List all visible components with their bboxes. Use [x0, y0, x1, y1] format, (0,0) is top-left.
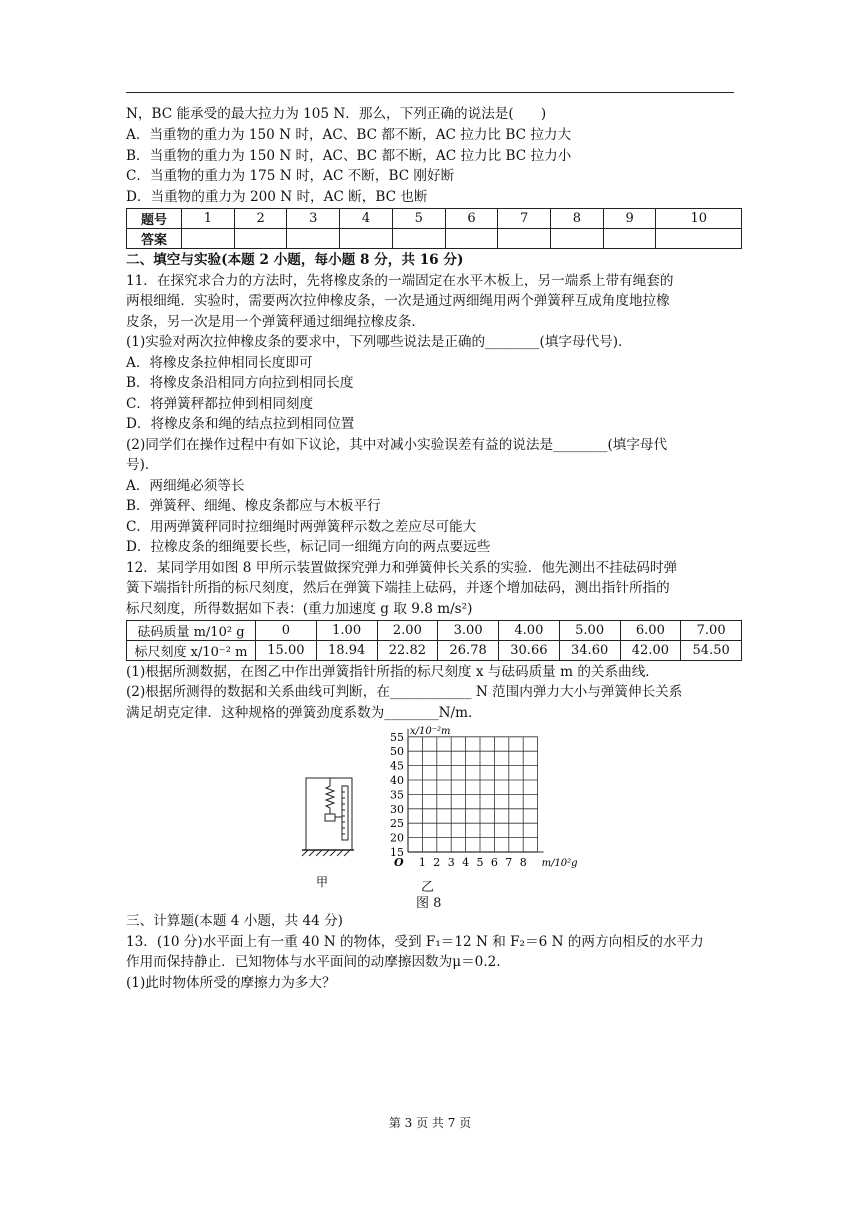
scale-cell: 42.00 [620, 641, 681, 661]
scale-cell: 26.78 [438, 641, 499, 661]
q10-option-a: A．当重物的重力为 150 N 时，AC、BC 都不断，AC 拉力比 BC 拉力大 [126, 127, 572, 143]
page-footer: 第 3 页 共 7 页 [388, 1116, 472, 1130]
y-tick-label: 20 [390, 831, 404, 845]
q10-option-b: B．当重物的重力为 150 N 时，AC、BC 都不断，AC 拉力比 BC 拉力小 [126, 148, 572, 164]
answer-table-number: 6 [445, 209, 498, 229]
mass-cell: 1.00 [316, 621, 377, 641]
weight-block [325, 814, 335, 821]
x-tick-label: 8 [519, 856, 527, 869]
answer-cell[interactable] [445, 229, 498, 249]
answer-table-number: 3 [287, 209, 340, 229]
y-tick-label: 25 [390, 817, 404, 831]
mass-cell: 0 [256, 621, 317, 641]
q13-line-1: 13．(10 分)水平面上有一重 40 N 的物体，受到 F₁＝12 N 和 F₂＝6 N 的两方向相反的水平力 [126, 934, 704, 950]
q11-part-2-option-a: A．两细绳必须等长 [126, 478, 245, 494]
mass-cell: 2.00 [377, 621, 438, 641]
scale-cell: 22.82 [377, 641, 438, 661]
x-tick-label: 1 [418, 856, 426, 869]
q13-line-2: 作用而保持静止．已知物体与水平面间的动摩擦因数为μ＝0.2. [126, 954, 501, 970]
q12-part-2-line-2: 满足胡克定律．这种规格的弹簧劲度系数为________N/m. [126, 705, 473, 721]
answer-table-number: 9 [603, 209, 656, 229]
section-3-title: 三、计算题(本题 4 小题，共 44 分) [126, 913, 343, 929]
q11-line-1: 11．在探究求合力的方法时，先将橡皮条的一端固定在水平木板上，另一端系上带有绳套的 [126, 273, 674, 289]
mass-cell: 4.00 [499, 621, 560, 641]
answer-cell[interactable] [287, 229, 340, 249]
x-tick-label: 3 [447, 856, 455, 869]
graph-grid [390, 726, 578, 869]
q12-line-3: 标尺刻度，所得数据如下表：(重力加速度 g 取 9.8 m/s²) [126, 601, 473, 617]
y-tick-label: 30 [390, 802, 404, 816]
q11-part-2-option-d: D．拉橡皮条的细绳要长些，标记同一细绳方向的两点要远些 [126, 539, 491, 555]
answer-table [126, 208, 742, 249]
answer-table-number: 5 [392, 209, 445, 229]
q12-line-2: 簧下端指针所指的标尺刻度，然后在弹簧下端挂上砝码，并逐个增加砝码，测出指针所指的 [126, 580, 670, 596]
q10-option-c: C．当重物的重力为 175 N 时，AC 不断，BC 刚好断 [126, 168, 455, 184]
origin-label: O [394, 856, 404, 869]
q12-line-1: 12．某同学用如图 8 甲所示装置做探究弹力和弹簧伸长关系的实验．他先测出不挂砝码时弹 [126, 560, 678, 576]
q11-part-1-option-d: D．将橡皮条和绳的结点拉到相同位置 [126, 416, 355, 432]
answer-table-number-header: 题号 [127, 209, 182, 229]
answer-cell[interactable] [392, 229, 445, 249]
q11-line-2: 两根细绳．实验时，需要两次拉伸橡皮条，一次是通过两细绳用两个弹簧秤互成角度地拉橡 [126, 293, 670, 309]
q11-line-3: 皮条，另一次是用一个弹簧秤通过细绳拉橡皮条． [126, 314, 426, 330]
answer-table-number: 8 [551, 209, 604, 229]
spring-apparatus-diagram [302, 778, 354, 856]
spring-data-table [126, 620, 742, 661]
answer-cell[interactable] [656, 229, 742, 249]
q10-option-d: D．当重物的重力为 200 N 时，AC 断，BC 也断 [126, 189, 428, 205]
q11-part-1-option-a: A．将橡皮条拉伸相同长度即可 [126, 355, 313, 371]
y-tick-label: 15 [390, 846, 404, 859]
q11-part-1-option-b: B．将橡皮条沿相同方向拉到相同长度 [126, 375, 354, 391]
answer-table-answer-header: 答案 [127, 229, 182, 249]
figure-caption: 图 8 [416, 896, 442, 911]
x-tick-label: 6 [490, 856, 498, 869]
answer-cell[interactable] [603, 229, 656, 249]
x-tick-label: 7 [505, 856, 513, 869]
section-2-title: 二、填空与实验(本题 2 小题，每小题 8 分，共 16 分) [126, 252, 464, 268]
x-axis-label: m/10²g [541, 858, 578, 869]
q11-part-2-line-2: 号)． [126, 457, 159, 473]
mass-cell: 7.00 [681, 621, 742, 641]
answer-cell[interactable] [234, 229, 287, 249]
y-tick-label: 45 [390, 759, 404, 773]
x-tick-label: 2 [433, 856, 441, 869]
y-tick-label: 35 [390, 788, 404, 802]
scale-cell: 15.00 [256, 641, 317, 661]
q11-part-2-option-c: C．用两弹簧秤同时拉细绳时两弹簧秤示数之差应尽可能大 [126, 519, 477, 535]
answer-cell[interactable] [182, 229, 235, 249]
answer-table-answer-row [127, 229, 742, 249]
answer-table-number: 10 [656, 209, 742, 229]
header-rule [126, 92, 734, 93]
mass-cell: 3.00 [438, 621, 499, 641]
x-tick-label: 5 [476, 856, 484, 869]
scale-cell: 18.94 [316, 641, 377, 661]
mass-cell: 5.00 [559, 621, 620, 641]
q11-part-2-option-b: B．弹簧秤、细绳、橡皮条都应与木板平行 [126, 498, 381, 514]
scale-cell: 30.66 [499, 641, 560, 661]
answer-table-number: 7 [498, 209, 551, 229]
answer-cell[interactable] [551, 229, 604, 249]
scale-cell: 54.50 [681, 641, 742, 661]
q10-stem-line: N，BC 能承受的最大拉力为 105 N．那么，下列正确的说法是( ) [126, 106, 547, 122]
q11-part-2-line-1: (2)同学们在操作过程中有如下议论，其中对减小实验误差有益的说法是________(填字母代 [126, 437, 668, 453]
q11-part-1-option-c: C．将弹簧秤都拉伸到相同刻度 [126, 396, 314, 412]
ground-hatch [302, 850, 350, 856]
scale-ruler [342, 786, 348, 840]
scale-row [127, 641, 742, 661]
answer-table-number: 1 [182, 209, 235, 229]
answer-table-number: 4 [340, 209, 393, 229]
q12-part-2-line-1: (2)根据所测得的数据和关系曲线可判断，在____________ N 范围内弹力大小与弹簧伸长关系 [126, 684, 683, 700]
answer-table-number-row [127, 209, 742, 229]
scale-row-header: 标尺刻度 x/10⁻² m [127, 641, 256, 661]
y-tick-label: 50 [390, 745, 404, 759]
y-tick-label: 55 [390, 730, 404, 744]
mass-cell: 6.00 [620, 621, 681, 641]
scale-cell: 34.60 [559, 641, 620, 661]
mass-row-header: 砝码质量 m/10² g [127, 621, 256, 641]
label-jia: 甲 [316, 875, 329, 889]
q11-part-1: (1)实验对两次拉伸橡皮条的要求中，下列哪些说法是正确的________(填字母代号)． [126, 334, 632, 350]
y-tick-label: 40 [390, 774, 404, 787]
figure-8 [290, 725, 580, 889]
answer-cell[interactable] [498, 229, 551, 249]
mass-row [127, 621, 742, 641]
answer-cell[interactable] [340, 229, 393, 249]
y-axis-label: x/10⁻²m [410, 725, 451, 737]
x-tick-label: 4 [462, 856, 470, 869]
answer-table-number: 2 [234, 209, 287, 229]
q12-part-1: (1)根据所测数据，在图乙中作出弹簧指针所指的标尺刻度 x 与砝码质量 m 的关系曲线． [126, 664, 659, 680]
label-yi: 乙 [421, 880, 435, 895]
spring-coil [326, 786, 334, 808]
q13-part-1: (1)此时物体所受的摩擦力为多大？ [126, 975, 336, 991]
